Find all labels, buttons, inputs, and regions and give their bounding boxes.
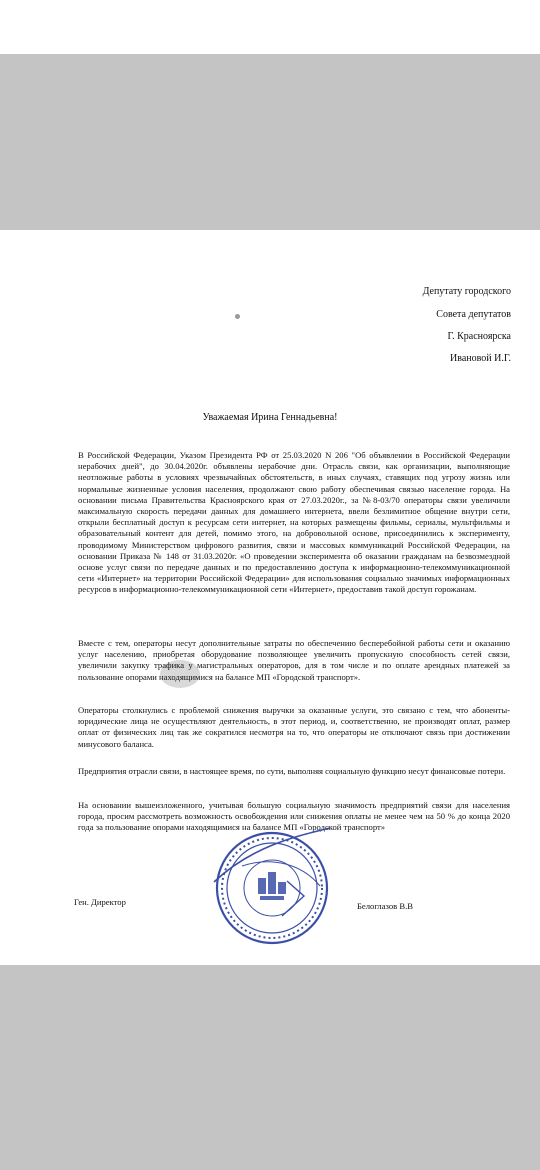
paragraph-1: В Российской Федерации, Указом Президента РФ от 25.03.2020 N 206 "Об объявлении в Российской Федерации нерабочих дней", до 30.04.2020г. объявлены нерабочие дни. Отрасль связи, как организации, выполняющие неотложные работы в условиях чрезвычайных обстоятельств, в иных случаях, ставящих под угрозу жизнь или нормальные жизненные условия населения, продолжают свою работу обеспечивая связью население города. На основании письма Правительства Красноярского края от 27.03.2020г., за №8-03/70 операторы связи увеличили максимальную скорость передачи данных для домашнего интернета, ввели безлимитное общение внутри сети, открыли бесплатный доступ к ресурсам сети интернет, на которых размещены фильмы, сериалы, мультфильмы и образовательный контент для детей, помимо этого, на добровольной основе, присоединились к эксперименту, проводимому Министерством цифрового развития, связи и массовых коммуникаций Российской Федерации, на основании Приказа № 148 от 31.03.2020г. «О проведении эксперимента об оказании гражданам на безвозмездной основе услуг связи по передаче данных и по предоставлению доступа к информационно-телекоммуникационной сети «Интернет» на территории Российской Федерации» для использования социально значимых информационных ресурсов в информационно-телекоммуникационной сети «Интернет», предоставив такой доступ горожанам.: [78, 450, 510, 595]
paragraph-3: Операторы столкнулись с проблемой снижения выручки за оказанные услуги, это связано с тем, что абоненты-юридические лица не осуществляют деятельность, в этот период, и, соответственно, не производят оплат, размер оплат от физических лиц так же сократился несмотря на то, что операторы не отключают связь при достижении минусового баланса.: [78, 705, 510, 749]
addressee-line-1: Депутату городского: [422, 286, 511, 297]
paragraph-5: На основании вышеизложенного, учитывая большую социальную значимость предприятий связи для населения города, просим рассмотреть возможность освобождения или снижения оплаты не менее чем на 50 % до конца 2020 года за пользование опорами находящимися на балансе МП «Городской транспорт»: [78, 800, 510, 833]
addressee-line-4: Ивановой И.Г.: [450, 353, 511, 364]
addressee-line-2: Совета депутатов: [436, 309, 511, 320]
scan-dot: [235, 314, 240, 319]
status-bar-area: [0, 0, 540, 54]
letter-page: [0, 230, 540, 965]
addressee-line-3: Г. Красноярска: [447, 331, 511, 342]
paragraph-2: Вместе с тем, операторы несут дополнительные затраты по обеспечению бесперебойной работы сети и оказанию услуг населению, приобретая оборудование позволяющее увеличить пропускную способность сетей связи, увеличили закупку трафика у магистральных операторов, для в том числе и по оплате арендных платежей за пользование опорами находящимися на балансе МП «Городской транспорт».: [78, 638, 510, 682]
signatory-name: Белоглазов В.В: [357, 901, 413, 911]
signatory-position: Ген. Директор: [74, 897, 126, 907]
greeting: Уважаемая Ирина Геннадьевна!: [202, 412, 338, 423]
paragraph-4: Предприятия отрасли связи, в настоящее время, по сути, выполняя социальную функцию несут финансовые потери.: [78, 766, 506, 776]
company-stamp: [212, 826, 332, 948]
